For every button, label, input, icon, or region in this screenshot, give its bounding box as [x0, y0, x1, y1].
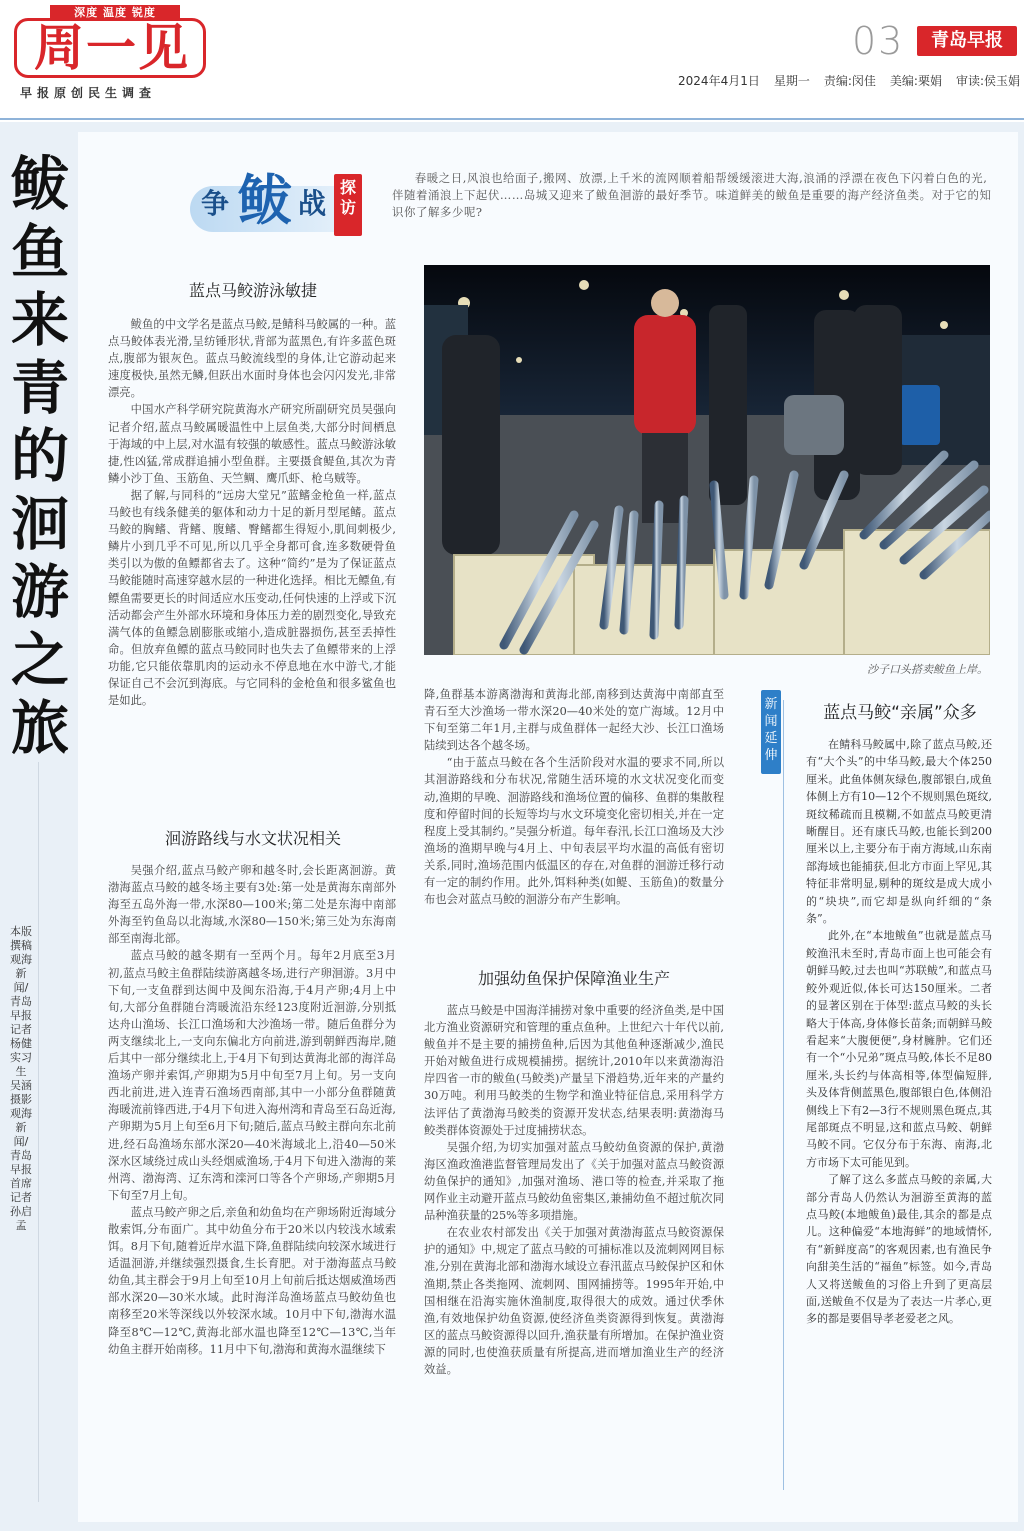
kicker-char-3: 战: [298, 187, 327, 220]
paragraph: 吴强介绍,为切实加强对蓝点马鲛幼鱼资源的保护,黄渤海区渔政渔港监督管理局发出了《关于加强对蓝点马鲛资源幼鱼保护的通知》,加强对渔场、港口等的检查,并采取了拖网作业主动避开蓝点马鲛幼鱼密集区,兼捕幼鱼不超过航次同品种渔获量的25%等多项措施。: [424, 1140, 724, 1223]
paragraph: 降,鱼群基本游离渤海和黄海北部,南移到达黄海中南部直至青石至大沙渔场一带水深20—40米处的宽广海域。12月中下旬至第二年1月,主群与成鱼群体一起经大沙、长江口渔场陆续到达各个越冬场。: [424, 688, 724, 753]
column-1-lower: [108, 862, 396, 1484]
page-number: 03: [852, 19, 905, 63]
paragraph: 此外,在“本地鲅鱼”也就是蓝点马鲛渔汛未至时,青岛市面上也可能会有朝鲜马鲛,过去也叫“苏联鲅”,和蓝点马鲛外观近似,体长可达150厘米。二者的显著区别在于体型:蓝点马鲛的头长略大于体高,身体修长苗条;而朝鲜马鲛看起来“大腹便便”,身材臃肿。它们还有一个“小兄弟”斑点马鲛,体长不足80厘米,头长约与体高相等,体型偏短胖,头及体背侧蓝黑色,腹部银白色,体侧沿侧线上下有2—3行不规则黑色斑点,其尾部斑点不明显,这和蓝点马鲛、朝鲜马鲛不同。它仅分布于东海、南海,北方市场下太可能见到。: [806, 929, 992, 1169]
section-title-swimming: 蓝点马鲛游泳敏捷: [188, 281, 317, 300]
issue-date: 2024年4月1日: [678, 74, 760, 88]
page-headline: 鲅鱼来青的洄游之旅: [10, 150, 69, 762]
paragraph: 吴强介绍,蓝点马鲛产卵和越冬时,会长距离洄游。黄渤海蓝点马鲛的越冬场主要有3处:第一处是黄海东南部外海至五岛外海一带,水深80—100米;第二处是东海中南部外海至钓鱼岛以北海域,水深80—150米;第三处为东海南部至南海北部。: [108, 864, 396, 946]
news-extension-tag: 新闻延伸: [761, 690, 781, 774]
paragraph: “由于蓝点马鲛在各个生活阶段对水温的要求不同,所以其洄游路线和分布状况,常随生活环境的水文状况变化而变动,渔期的早晚、洄游路线和渔场位置的偏移、鱼群的集散程度和停留时间的长短等均与水文环境变化密切相关,并在一定程度上受其制约。”吴强分析道。每年春汛,长江口渔场及大沙渔场的渔期早晚与4月上、中旬表层平均水温的高低有密切关系,同时,渔场范围内低温区的存在,对鱼群的洄游迁移行动有一定的制约作用。此外,饵料种类(如鳀、玉筋鱼)的数量分布也会对蓝点马鲛的洄游分布产生影响。: [424, 756, 724, 907]
kicker-char-1: 争: [201, 187, 230, 220]
kicker-tag: 探访: [334, 174, 362, 236]
column-subtitle: 早报原创民生调查: [20, 86, 157, 100]
column-1-upper: [108, 316, 396, 812]
editor-credit: 责编:闵佳: [823, 74, 876, 88]
fish-market-photo: [424, 265, 990, 655]
paragraph: 在农业农村部发出《关于加强对黄渤海蓝点马鲛资源保护的通知》中,规定了蓝点马鲛的可捕标准以及流刺网网目标准,分别在黄海北部和渤海水域设立春汛蓝点马鲛保护区和休渔期,禁止各类拖网、流刺网、围网捕捞等。1995年开始,中国相继在沿海实施休渔制度,取得很大的成效。通过伏季休渔,有效地保护幼鱼资源,使经济鱼类资源得到恢复。黄渤海区的蓝点马鲛资源得以回升,渔获量有所增加。在保护渔业资源的同时,也使渔获质量有所提高,进而增加渔业生产的经济效益。: [424, 1226, 724, 1376]
section-title-migration: 洄游路线与水文状况相关: [164, 829, 341, 848]
section-title-protection: 加强幼鱼保护保障渔业生产: [477, 969, 670, 988]
column-3: [806, 736, 992, 1484]
issue-weekday: 星期一: [773, 74, 810, 88]
paragraph: 了解了这么多蓝点马鲛的亲属,大部分青岛人仍然认为洄游至黄海的蓝点马鲛(本地鲅鱼)最佳,其余的都是点儿。这种偏爱“本地海鲜”的地域情怀,有“新鲜度高”的客观因素,也有渔民争向甜美生活的“福鱼”标签。如今,青岛人又将送鲅鱼的习俗上升到了更高层面,送鲅鱼不仅是为了表达一片孝心,更多的都是要倡导孝老爱老之风。: [806, 1173, 992, 1326]
dateline: [560, 72, 1020, 89]
column-2-lower: [424, 1002, 724, 1482]
column-tagline: 深度 温度 锐度: [50, 5, 180, 20]
paragraph: 蓝点马鲛是中国海洋捕捞对象中重要的经济鱼类,是中国北方渔业资源研究和管理的重点鱼种。上世纪六十年代以前,鲅鱼并不是主要的捕捞鱼种,后因为其他鱼种逐渐减少,渔民开始对鲅鱼进行成规模捕捞。据统计,2010年以来黄渤海沿岸四省一市的鲅鱼(马鲛类)产量呈下滑趋势,近年来的产量约30万吨。利用马鲛类的生物学和渔业特征信息,采用科学方法评估了黄渤海马鲛类的资源开发状态,结果表明:黄渤海马鲛类群体资源处于过度捕捞状态。: [424, 1004, 724, 1137]
paragraph: 据了解,与同科的“远房大堂兄”蓝鳍金枪鱼一样,蓝点马鲛也有线条健美的躯体和动力十足的新月型尾鳍。蓝点马鲛的胸鳍、背鳍、腹鳍、臀鳍都生得短小,肌间刺极少,鳞片小到几乎不可见,所以几乎全身都可食,连多数硬骨鱼类引以为傲的鱼鳔都省去了。这种“简约”是为了保证蓝点马鲛能随时高速穿越水层的一种进化选择。相比无鳔鱼,有鳔鱼需要更长的时间适应水压变动,任何快速的上浮或下沉活动都会产生外部水环境和身体压力差的剧烈变化,导致充满气体的鱼鳔急剧膨胀或缩小,造成脏器损伤,甚至丢掉性命。但放弃鱼鳔的蓝点马鲛同时也失去了鱼鳔带来的上浮功能,它只能依靠肌肉的运动永不停息地在水中游弋,才能保证自己不会沉到海底。与它同科的金枪鱼和很多鲨鱼也是如此。: [108, 488, 396, 708]
byline-credits: 本版撰稿 观海新闻/青岛早报记者 杨健 实习生 吴涵 摄影 观海新闻/青岛早报首席记者 孙启孟: [10, 925, 32, 1232]
paragraph: 蓝点马鲛的越冬期有一至两个月。每年2月底至3月初,蓝点马鲛主鱼群陆续游离越冬场,进行产卵洄游。3月中下旬,一支鱼群到达闽中及闽东沿海,于4月产卵;4月上中旬,大部分鱼群随台湾暖流沿东经123度附近洄游,分别抵达舟山渔场、长江口渔场和大沙渔场一带。随后鱼群分为两支继续北上,一支向东偏北方向前进,游到朝鲜西海岸,随后其中一部分继续北上,于4月下旬到达黄海北部的海洋岛渔场产卵并索饵,产卵期为5月中旬至7月上旬。另一支向西北前进,进入连青石渔场西南部,其中一小部分鱼群随黄海暖流前锋西进,于4月下旬进入海州湾和青岛至石岛近海,产卵期为5月上旬至6月下旬;随后,蓝点马鲛主群向东北前进,经石岛渔场东部水深20—40米海域北上,沿40—50米深水区域绕过成山头经烟威渔场,于4月下旬进入渤海的莱州湾、渤海湾、辽东湾和滦河口等各个产卵场,产卵期5月下旬至7月上旬。: [108, 949, 396, 1202]
column-logo: 周一见: [34, 19, 190, 77]
masthead: [0, 0, 1024, 120]
column-2-upper: [424, 686, 724, 950]
photo-caption: 沙子口头搭卖鲅鱼上岸。: [867, 663, 988, 676]
section-title-relatives: 蓝点马鲛“亲属”众多: [823, 703, 977, 723]
paragraph: 蓝点马鲛产卵之后,亲鱼和幼鱼均在产卵场附近海域分散索饵,分布面广。其中幼鱼分布于20米以内较浅水域索饵。8月下旬,随着近岸水温下降,鱼群陆续向较深水域进行适温洄游,并继续强烈摄食,生长育肥。对于渤海蓝点马鲛幼鱼,其主群会于9月上旬至10月上旬前后抵达烟威渔场西部水深20—30米水域。此时海洋岛渔场蓝点马鲛幼鱼也南移至20米等深线以外较深水域。10月中下旬,渤海水温降至8℃—12℃,黄海北部水温也降至12℃—13℃,当年幼鱼主群开始南移。11月中下旬,渤海和黄海水温继续下: [108, 1205, 396, 1356]
newspaper-logo: 青岛早报: [917, 26, 1017, 56]
article-lead: 春暖之日,风浪也给面子,搬网、放漂,上千米的流网顺着船帮缓缓滚进大海,浪涌的浮漂在夜色下闪着白色的光,伴随着涌浪上下起伏……岛城又迎来了鲅鱼洄游的最好季节。味道鲜美的鲅鱼是重要的海产经济鱼类。对于它的知识你了解多少呢?: [392, 171, 992, 219]
proofreader-credit: 审读:侯玉娟: [955, 74, 1020, 88]
photo-illustration: [424, 265, 990, 655]
header-divider: [0, 118, 1024, 120]
paragraph: 在鲭科马鲛属中,除了蓝点马鲛,还有“大个头”的中华马鲛,最大个体250厘米。此鱼体侧灰绿色,腹部银白,成鱼体侧上方有10—12个不规则黑色斑纹,斑纹稀疏而且模糊,不如蓝点马鲛更清晰醒目。还有康氏马鲛,也能长到200厘米以上,主要分布于南方海域,山东南部海域也能捕获,但北方市面上罕见,其特征非常明显,剔种的斑纹是成大成小的“块块”,而它却是纵向纤细的“条条”。: [806, 738, 992, 926]
paragraph: 鲅鱼的中文学名是蓝点马鲛,是鲭科马鲛属的一种。蓝点马鲛体表光滑,呈纺锤形状,背部为蓝黑色,有许多蓝色斑点,腹部为银灰色。蓝点马鲛流线型的身体,让它游动起来速度极快,虽然无鳞,但跃出水面时身体也会闪闪发光,非常漂亮。: [108, 318, 396, 400]
side-column-divider: [783, 700, 784, 1490]
kicker-char-2: 鲅: [238, 169, 292, 232]
paragraph: 中国水产科学研究院黄海水产研究所副研究员吴强向记者介绍,蓝点马鲛属暖温性中上层鱼类,大部分时间栖息于海域的中上层,对水温有较强的敏感性。蓝点马鲛游泳敏捷,性凶猛,常成群追捕小型鱼群。主要摄食鳀鱼,其次为青鳞小沙丁鱼、玉筋鱼、天竺鲷、鹰爪虾、枪乌贼等。: [108, 403, 396, 485]
designer-credit: 美编:栗娟: [889, 74, 942, 88]
credits-divider: [38, 762, 39, 1502]
